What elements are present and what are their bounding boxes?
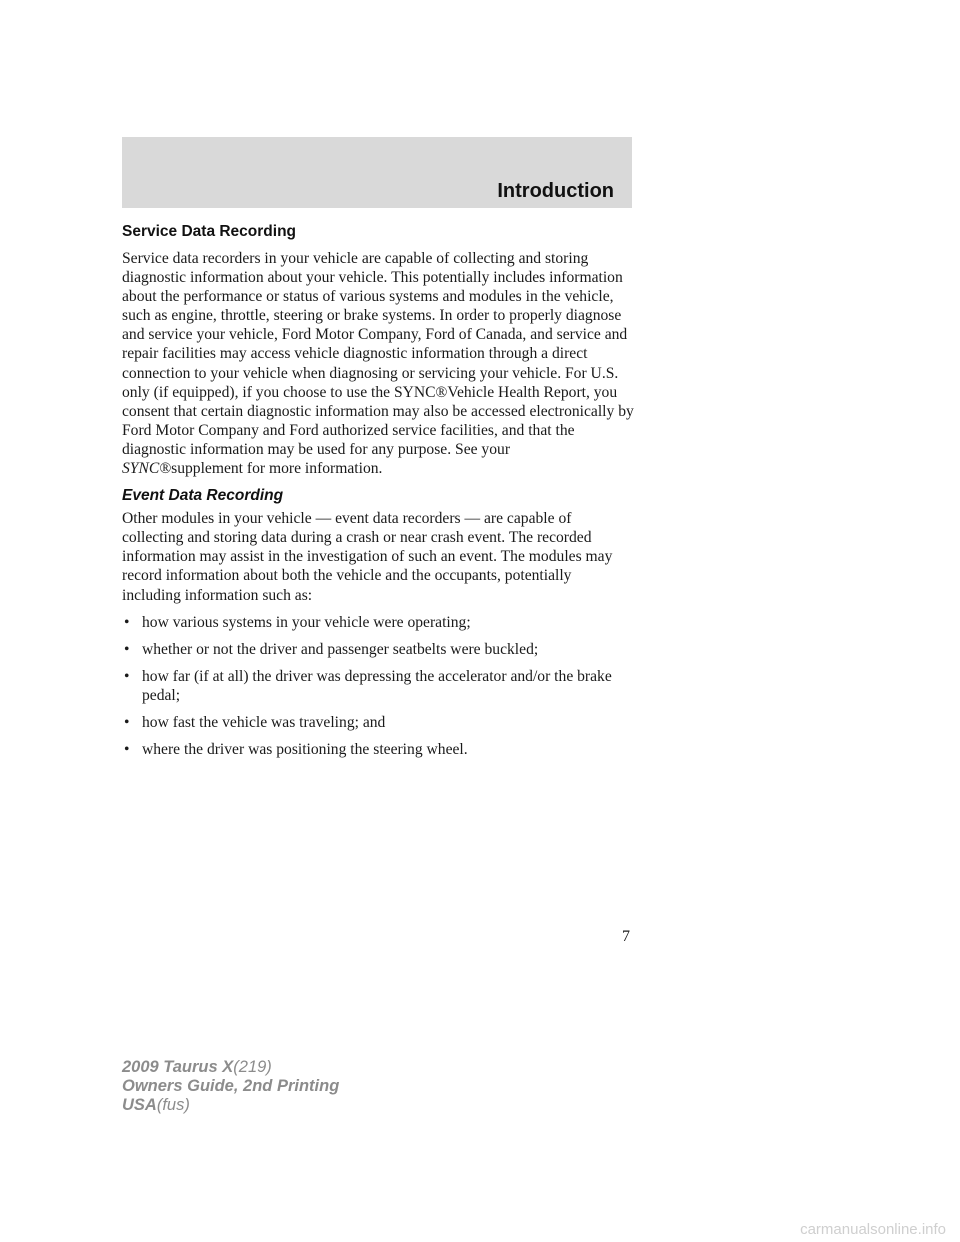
list-item xyxy=(122,667,634,705)
footer-model-code: (219) xyxy=(233,1058,272,1076)
service-data-text: Service data recorders in your vehicle are capable of collecting and storing diagnostic information about your vehicle. This potentially includes information about the performance or status of various systems and modules in the vehicle, such as engine, throttle, steering or brake systems. In order to properly diagnose and service your vehicle, Ford Motor Company, Ford of Canada, and service and repair facilities may access vehicle diagnostic information through a direct connection to your vehicle when diagnosing or servicing your vehicle. For U.S. only (if equipped), if you choose to use the SYNC®Vehicle Health Report, you consent that certain diagnostic information may also be accessed electronically by Ford Motor Company and Ford authorized service facilities, and that the diagnostic information may be used for any purpose. See your xyxy=(122,250,634,458)
service-data-paragraph xyxy=(122,249,634,478)
page-content xyxy=(122,222,634,767)
section-header-band xyxy=(122,137,632,208)
list-item-text: where the driver was positioning the steering wheel. xyxy=(142,741,468,759)
section-title: Introduction xyxy=(497,180,614,202)
bullet-icon: • xyxy=(124,741,130,759)
footer-model: 2009 Taurus X xyxy=(122,1058,234,1076)
service-data-tail: supplement for more information. xyxy=(171,460,383,478)
event-data-paragraph: Other modules in your vehicle — event data recorders — are capable of collecting and storing data during a crash or near crash event. The recorded information may assist in the investigation of such an event. The modules may record information about both the vehicle and the occupants, potentially including information such as: xyxy=(122,510,613,604)
footer-model-line xyxy=(122,1058,339,1077)
watermark: carmanualsonline.info xyxy=(800,1221,946,1238)
list-item xyxy=(122,713,634,732)
list-item-text: how far (if at all) the driver was depressing the accelerator and/or the brake pedal; xyxy=(142,667,612,704)
sync-reference: SYNC® xyxy=(122,460,172,478)
list-item-text: how various systems in your vehicle were operating; xyxy=(142,613,471,631)
page-number: 7 xyxy=(622,928,630,945)
bullet-icon: • xyxy=(124,613,130,631)
bullet-icon: • xyxy=(124,640,130,658)
bullet-icon: • xyxy=(124,667,130,685)
event-data-list xyxy=(122,613,634,760)
footer-market: USA xyxy=(122,1096,157,1114)
list-item xyxy=(122,740,634,759)
list-item-text: how fast the vehicle was traveling; and xyxy=(142,713,386,731)
list-item xyxy=(122,613,634,632)
footer-guide: Owners Guide, 2nd Printing xyxy=(122,1077,340,1095)
footer-market-code: (fus) xyxy=(156,1096,190,1114)
list-item xyxy=(122,640,634,659)
print-footer xyxy=(122,1058,339,1115)
bullet-icon: • xyxy=(124,713,130,731)
event-data-heading: Event Data Recording xyxy=(122,487,284,505)
service-data-heading: Service Data Recording xyxy=(122,223,297,240)
list-item-text: whether or not the driver and passenger seatbelts were buckled; xyxy=(142,640,539,658)
footer-guide-line xyxy=(122,1077,339,1096)
footer-market-line xyxy=(122,1096,339,1115)
